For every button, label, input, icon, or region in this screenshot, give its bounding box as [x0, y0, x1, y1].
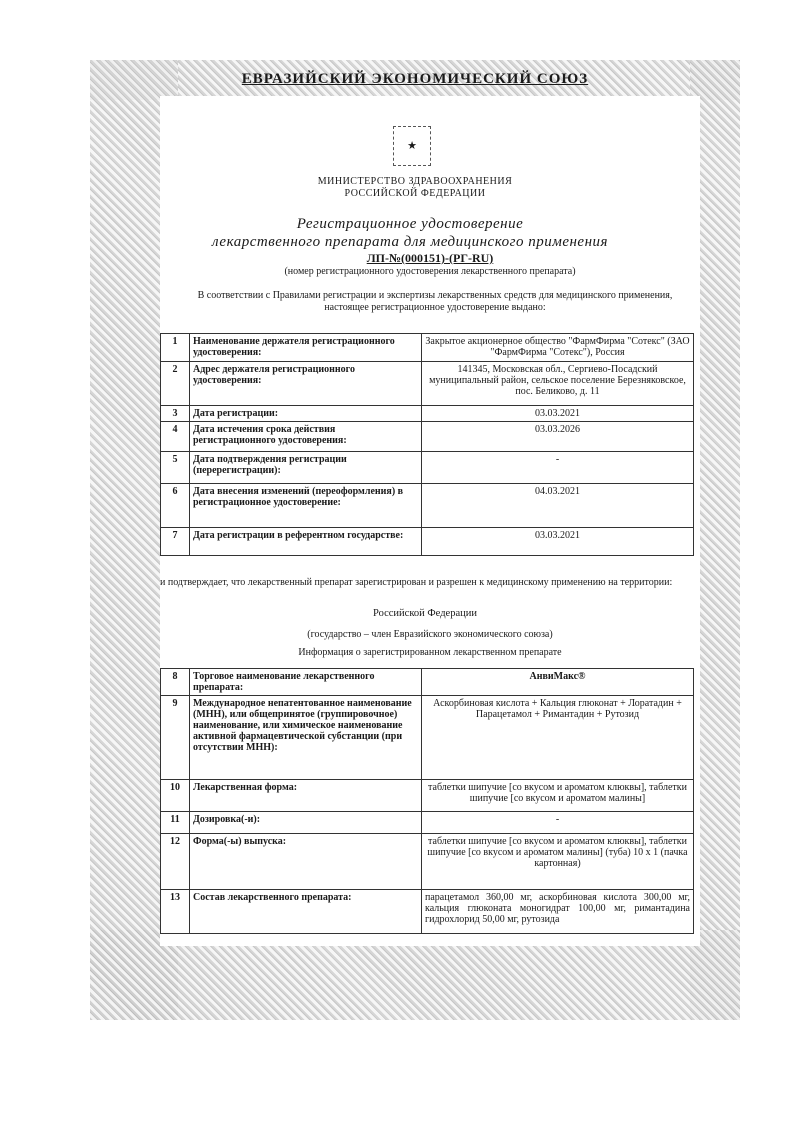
- row-label: Форма(-ы) выпуска:: [190, 834, 422, 890]
- preamble-text: В соответствии с Правилами регистрации и экспертизы лекарственных средств для медицинского применения, настоящее регистрационное удостоверение выдано:: [197, 290, 673, 313]
- row-number: 9: [161, 696, 190, 780]
- row-number: 2: [161, 362, 190, 406]
- row-label: Дата внесения изменений (переоформления) в регистрационное удостоверение:: [190, 484, 422, 528]
- row-value: 03.03.2021: [422, 406, 694, 422]
- row-number: 7: [161, 528, 190, 556]
- table-row: [161, 484, 694, 528]
- union-title: ЕВРАЗИЙСКИЙ ЭКОНОМИЧЕСКИЙ СОЮЗ: [241, 71, 589, 87]
- document-title-line-2: лекарственного препарата для медицинского применения: [212, 234, 608, 250]
- row-label: Дата подтверждения регистрации (перерегистрации):: [190, 452, 422, 484]
- table-row: [161, 362, 694, 406]
- row-number: 11: [161, 812, 190, 834]
- row-number: 1: [161, 334, 190, 362]
- row-label: Адрес держателя регистрационного удостоверения:: [190, 362, 422, 406]
- table-row: [161, 452, 694, 484]
- document-title-line-1: Регистрационное удостоверение: [296, 216, 524, 232]
- registration-number: ЛП-№(000151)-(РГ-RU): [366, 251, 494, 265]
- row-value: -: [422, 452, 694, 484]
- table-row: [161, 834, 694, 890]
- row-value: -: [422, 812, 694, 834]
- table-row: [161, 890, 694, 934]
- row-label: Дата истечения срока действия регистрационного удостоверения:: [190, 422, 422, 452]
- row-value: таблетки шипучие [со вкусом и ароматом клюквы], таблетки шипучие [со вкусом и ароматом малины]: [422, 780, 694, 812]
- row-number: 3: [161, 406, 190, 422]
- row-value: Аскорбиновая кислота + Кальция глюконат + Лоратадин + Парацетамол + Римантадин + Рутозид: [422, 696, 694, 780]
- ministry-line-2: РОССИЙСКОЙ ФЕДЕРАЦИИ: [344, 188, 486, 199]
- row-value: таблетки шипучие [со вкусом и ароматом клюквы], таблетки шипучие [со вкусом и ароматом малины] (туба) 10 х 1 (пачка картонная): [422, 834, 694, 890]
- table-row: [161, 406, 694, 422]
- emblem-icon: ★: [393, 126, 431, 166]
- row-label: Международное непатентованное наименование (МНН), или общепринятое (группировочное) наименование, или химическое наименование активной фармацевтической субстанции (при отсутствии МНН):: [190, 696, 422, 780]
- drug-info-table: [160, 668, 694, 934]
- table-row: [161, 696, 694, 780]
- ministry-name: [230, 176, 600, 200]
- row-value: 141345, Московская обл., Сергиево-Посадский муниципальный район, сельское поселение Березняковское, пос. Беликово, д. 11: [422, 362, 694, 406]
- state-name: Российской Федерации: [373, 608, 477, 619]
- row-number: 13: [161, 890, 190, 934]
- row-label: Дата регистрации в референтном государстве:: [190, 528, 422, 556]
- confirmation-text: и подтверждает, что лекарственный препарат зарегистрирован и разрешен к медицинскому применению на территории:: [160, 577, 673, 588]
- row-label: Наименование держателя регистрационного удостоверения:: [190, 334, 422, 362]
- row-value: Закрытое акционерное общество "ФармФирма "Сотекс" (ЗАО "ФармФирма "Сотекс"), Россия: [422, 334, 694, 362]
- info-heading: Информация о зарегистрированном лекарственном препарате: [298, 647, 562, 658]
- row-value: парацетамол 360,00 мг, аскорбиновая кислота 300,00 мг, кальция глюконата моногидрат 100,00 мг, римантадина гидрохлорид 50,00 мг, рутозида: [422, 890, 694, 934]
- row-value: АнвиМакс®: [422, 669, 694, 696]
- state-caption: (государство – член Евразийского экономического союза): [307, 629, 553, 640]
- row-number: 10: [161, 780, 190, 812]
- row-value: 03.03.2026: [422, 422, 694, 452]
- table-row: [161, 780, 694, 812]
- table-row: [161, 334, 694, 362]
- table-row: [161, 528, 694, 556]
- holder-info-table: [160, 333, 694, 556]
- row-number: 6: [161, 484, 190, 528]
- registration-number-caption: (номер регистрационного удостоверения лекарственного препарата): [284, 266, 576, 277]
- row-label: Дозировка(-и):: [190, 812, 422, 834]
- row-label: Дата регистрации:: [190, 406, 422, 422]
- row-number: 4: [161, 422, 190, 452]
- table-row: [161, 422, 694, 452]
- row-number: 5: [161, 452, 190, 484]
- table-row: [161, 669, 694, 696]
- row-value: 03.03.2021: [422, 528, 694, 556]
- row-number: 12: [161, 834, 190, 890]
- row-value: 04.03.2021: [422, 484, 694, 528]
- row-label: Состав лекарственного препарата:: [190, 890, 422, 934]
- ministry-line-1: МИНИСТЕРСТВО ЗДРАВООХРАНЕНИЯ: [317, 176, 513, 187]
- row-label: Торговое наименование лекарственного препарата:: [190, 669, 422, 696]
- row-label: Лекарственная форма:: [190, 780, 422, 812]
- table-row: [161, 812, 694, 834]
- row-number: 8: [161, 669, 190, 696]
